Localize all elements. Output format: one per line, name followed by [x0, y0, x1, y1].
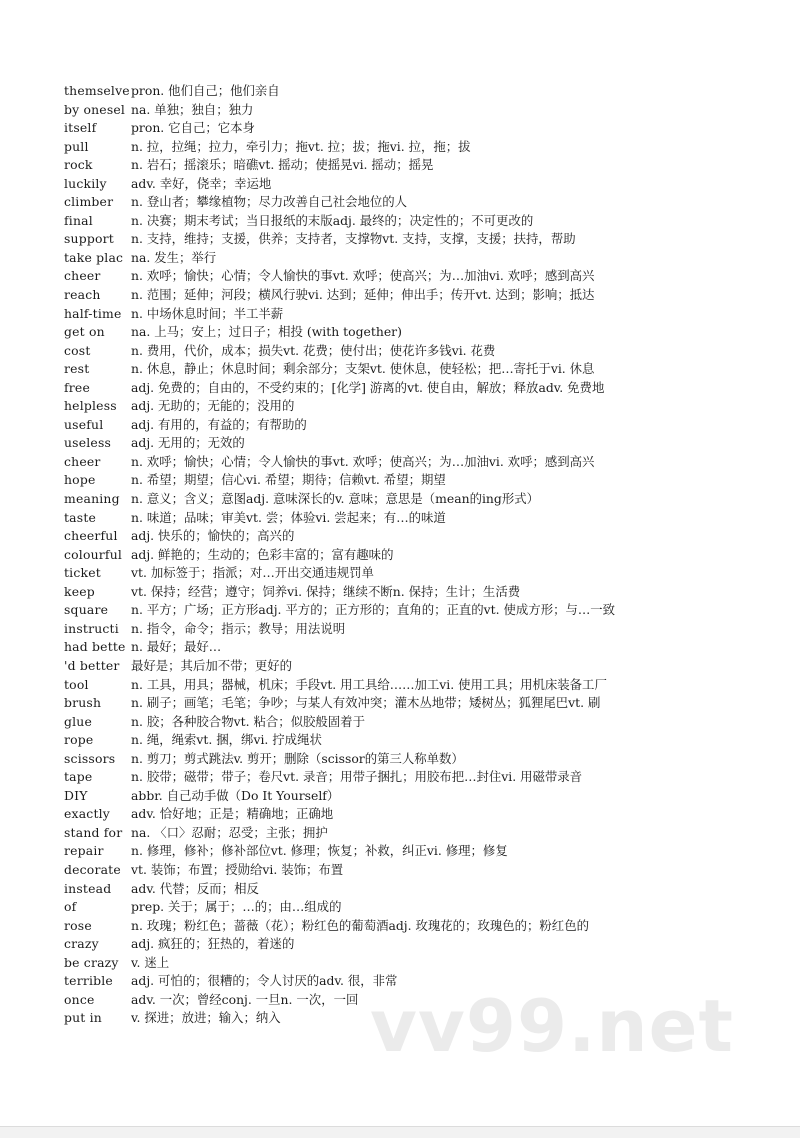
vocab-entry: [64, 360, 672, 379]
vocab-definition: adv. 幸好，侥幸；幸运地: [131, 175, 272, 191]
vocab-definition: na. 上马；安上；过日子；相投 (with together): [131, 324, 402, 340]
vocab-definition: n. 拉，拉绳；拉力，牵引力；拖vt. 拉；拔；拖vi. 拉，拖；拔: [131, 138, 471, 154]
vocab-definition: adj. 无助的；无能的；没用的: [131, 398, 295, 414]
vocab-entry: [64, 638, 672, 657]
vocab-definition: n. 中场休息时间；半工半薪: [131, 305, 284, 321]
vocab-entry: [64, 101, 672, 120]
vocab-word: cheer: [64, 268, 101, 284]
vocab-word: cost: [64, 342, 91, 358]
vocab-word: meaning: [64, 491, 120, 507]
vocab-definition: n. 刷子；画笔；毛笔；争吵；与某人有效冲突；灌木丛地带；矮树丛；狐狸尾巴vt. 刷: [131, 695, 601, 711]
vocab-entry: [64, 119, 672, 138]
vocab-word: rose: [64, 917, 92, 933]
vocab-word: exactly: [64, 806, 110, 822]
vocab-definition: 最好是；其后加不带；更好的: [131, 657, 293, 673]
vocab-definition: n. 绳，绳索vt. 捆，绑vi. 拧成绳状: [131, 732, 322, 748]
vocab-entry: [64, 397, 672, 416]
vocab-definition: pron. 他们自己；他们亲自: [131, 83, 280, 98]
vocab-definition: n. 岩石；摇滚乐；暗礁vt. 摇动；使摇晃vi. 摇动；摇晃: [131, 157, 434, 173]
vocab-definition: n. 剪刀；剪式跳法v. 剪开；删除（scissor的第三人称单数）: [131, 750, 464, 766]
vocab-entry: [64, 267, 672, 286]
vocab-definition: prep. 关于；属于；…的；由…组成的: [131, 899, 342, 915]
vocab-entry: [64, 694, 672, 713]
vocab-definition: vt. 加标签于；指派；对…开出交通违规罚单: [131, 565, 374, 581]
vocab-word: themselve: [64, 83, 130, 98]
vocab-word: reach: [64, 287, 101, 303]
vocab-word: by onesel: [64, 101, 126, 117]
vocab-definition: n. 支持，维持；支援，供养；支持者，支撑物vt. 支持，支撑，支援；扶持，帮助: [131, 231, 576, 247]
vocab-word: useless: [64, 435, 112, 451]
vocab-entry: [64, 379, 672, 398]
vocab-definition: n. 登山者；攀缘植物；尽力改善自己社会地位的人: [131, 194, 408, 210]
vocab-definition: n. 平方；广场；正方形adj. 平方的；正方形的；直角的；正直的vt. 使成方形；与…一致: [131, 602, 616, 618]
vocab-definition: v. 探进；放进；输入；纳入: [131, 1010, 281, 1026]
vocab-entry: [64, 898, 672, 917]
vocab-definition: na. 单独；独自；独力: [131, 101, 254, 117]
vocab-word: terrible: [64, 973, 113, 989]
vocab-definition: n. 决赛；期末考试；当日报纸的末版adj. 最终的；决定性的；不可更改的: [131, 212, 534, 228]
vocab-definition: n. 指令，命令；指示；教导；用法说明: [131, 620, 346, 636]
vocab-definition: vt. 保持；经营；遵守；饲养vi. 保持；继续不断n. 保持；生计；生活费: [131, 583, 521, 599]
vocab-definition: n. 范围；延伸；河段；横风行驶vi. 达到；延伸；伸出手；传开vt. 达到；影响；抵达: [131, 287, 595, 303]
vocab-definition: n. 欢呼；愉快；心情；令人愉快的事vt. 欢呼；使高兴；为…加油vi. 欢呼；感到高兴: [131, 268, 595, 284]
vocab-definition: adv. 一次；曾经conj. 一旦n. 一次，一回: [131, 991, 359, 1007]
vocab-entry: [64, 861, 672, 880]
vocab-definition: adj. 免费的；自由的，不受约束的；[化学] 游离的vt. 使自由，解放；释放adv. 免费地: [131, 379, 605, 395]
vocab-word: rope: [64, 732, 94, 748]
vocab-entry: [64, 175, 672, 194]
vocab-entry: [64, 657, 672, 676]
vocab-entry: [64, 509, 672, 528]
vocab-entry: [64, 564, 672, 583]
vocab-entry: [64, 305, 672, 324]
vocab-definition: adj. 快乐的；愉快的；高兴的: [131, 528, 295, 544]
vocab-word: free: [64, 379, 90, 395]
vocab-entry: [64, 416, 672, 435]
vocab-entry: [64, 787, 672, 806]
vocab-entry: [64, 842, 672, 861]
vocab-word: 'd better: [64, 657, 120, 673]
vocab-word: cheer: [64, 453, 101, 469]
vocab-word: luckily: [64, 175, 107, 191]
vocab-entry: [64, 917, 672, 936]
vocab-definition: n. 意义；含义；意图adj. 意味深长的v. 意味；意思是（mean的ing形式）: [131, 491, 539, 507]
vocab-entry: [64, 824, 672, 843]
vocab-entry: [64, 342, 672, 361]
vocab-definition: n. 修理，修补；修补部位vt. 修理；恢复；补救，纠正vi. 修理；修复: [131, 843, 508, 859]
vocab-definition: n. 胶带；磁带；带子；卷尺vt. 录音；用带子捆扎；用胶布把…封住vi. 用磁带录音: [131, 769, 583, 785]
vocab-word: get on: [64, 324, 105, 340]
vocab-word: stand for: [64, 824, 123, 840]
vocab-entry: [64, 471, 672, 490]
vocab-entry: [64, 935, 672, 954]
vocab-word: brush: [64, 695, 102, 711]
vocab-word: DIY: [64, 787, 88, 803]
vocabulary-list: [64, 82, 672, 1028]
vocab-definition: adj. 有用的，有益的；有帮助的: [131, 416, 307, 432]
vocab-word: decorate: [64, 861, 121, 877]
vocab-word: support: [64, 231, 114, 247]
vocab-word: put in: [64, 1010, 102, 1026]
vocab-definition: adv. 恰好地；正是；精确地；正确地: [131, 806, 334, 822]
vocab-definition: n. 希望；期望；信心vi. 希望；期待；信赖vt. 希望；期望: [131, 472, 446, 488]
vocab-word: half-time: [64, 305, 122, 321]
vocab-entry: [64, 323, 672, 342]
vocab-definition: na. 〈口〉忍耐；忍受；主张；拥护: [131, 824, 328, 840]
vocab-definition: n. 味道；品味；审美vt. 尝；体验vi. 尝起来；有…的味道: [131, 509, 446, 525]
vocab-entry: [64, 286, 672, 305]
vocab-definition: na. 发生；举行: [131, 249, 217, 265]
vocab-entry: [64, 768, 672, 787]
vocab-word: pull: [64, 138, 89, 154]
vocab-definition: vt. 装饰；布置；授勋给vi. 装饰；布置: [131, 861, 344, 877]
vocab-entry: [64, 249, 672, 268]
vocab-word: cheerful: [64, 528, 118, 544]
vocab-entry: [64, 453, 672, 472]
vocab-word: of: [64, 899, 77, 915]
vocab-entry: [64, 880, 672, 899]
vocab-definition: v. 迷上: [131, 954, 170, 970]
vocab-definition: n. 欢呼；愉快；心情；令人愉快的事vt. 欢呼；使高兴；为…加油vi. 欢呼；感到高兴: [131, 453, 595, 469]
watermark: vv99.net: [370, 984, 734, 1068]
vocab-word: once: [64, 991, 95, 1007]
vocab-word: take plac: [64, 249, 124, 265]
vocab-entry: [64, 750, 672, 769]
vocab-word: scissors: [64, 750, 116, 766]
vocab-definition: abbr. 自己动手做（Do It Yourself）: [131, 787, 340, 803]
vocab-word: repair: [64, 843, 104, 859]
vocab-word: helpless: [64, 398, 117, 414]
vocab-entry: [64, 193, 672, 212]
vocab-entry: [64, 954, 672, 973]
vocab-definition: n. 费用，代价，成本；损失vt. 花费；使付出；使花许多钱vi. 花费: [131, 342, 496, 358]
vocab-entry: [64, 82, 672, 101]
vocab-definition: adj. 无用的；无效的: [131, 435, 245, 451]
vocab-entry: [64, 676, 672, 695]
vocab-entry: [64, 527, 672, 546]
vocab-word: ticket: [64, 565, 101, 581]
vocab-entry: [64, 713, 672, 732]
vocab-entry: [64, 434, 672, 453]
vocab-entry: [64, 138, 672, 157]
vocab-word: crazy: [64, 936, 99, 952]
vocab-word: tape: [64, 769, 93, 785]
vocab-definition: n. 工具，用具；器械，机床；手段vt. 用工具给……加工vi. 使用工具；用机床装备工厂: [131, 676, 607, 692]
vocab-definition: adj. 可怕的；很糟的；令人讨厌的adv. 很，非常: [131, 973, 398, 989]
vocab-word: glue: [64, 713, 93, 729]
vocab-definition: n. 最好；最好…: [131, 639, 222, 655]
vocab-word: useful: [64, 416, 104, 432]
vocab-word: be crazy: [64, 954, 119, 970]
vocab-definition: pron. 它自己；它本身: [131, 120, 255, 136]
page-bottom-edge: [0, 1126, 800, 1138]
vocab-entry: [64, 156, 672, 175]
vocab-definition: adj. 疯狂的；狂热的，着迷的: [131, 936, 295, 952]
vocab-entry: [64, 805, 672, 824]
vocab-definition: adj. 鲜艳的；生动的；色彩丰富的；富有趣味的: [131, 546, 394, 562]
vocab-word: instructi: [64, 620, 119, 636]
vocab-word: taste: [64, 509, 97, 525]
vocab-word: rest: [64, 361, 90, 377]
vocab-definition: n. 胶；各种胶合物vt. 粘合；似胶般固着于: [131, 713, 365, 729]
vocab-entry: [64, 490, 672, 509]
vocab-entry: [64, 731, 672, 750]
vocab-definition: n. 休息，静止；休息时间；剩余部分；支架vt. 使休息，使轻松；把…寄托于vi. 休息: [131, 361, 595, 377]
vocab-entry: [64, 212, 672, 231]
vocab-definition: adv. 代替；反而；相反: [131, 880, 259, 896]
vocab-word: instead: [64, 880, 112, 896]
vocab-word: final: [64, 212, 93, 228]
vocab-definition: n. 玫瑰；粉红色；蔷薇（花）；粉红色的葡萄酒adj. 玫瑰花的；玫瑰色的；粉红色的: [131, 917, 589, 933]
vocab-word: colourful: [64, 546, 123, 562]
vocab-entry: [64, 546, 672, 565]
vocab-word: had bette: [64, 639, 126, 655]
vocab-word: itself: [64, 120, 97, 136]
vocab-word: climber: [64, 194, 114, 210]
vocab-word: tool: [64, 676, 89, 692]
vocab-entry: [64, 583, 672, 602]
vocab-entry: [64, 601, 672, 620]
vocab-word: square: [64, 602, 109, 618]
vocab-word: rock: [64, 157, 93, 173]
vocab-entry: [64, 230, 672, 249]
vocab-word: keep: [64, 583, 95, 599]
vocab-word: hope: [64, 472, 96, 488]
vocab-entry: [64, 620, 672, 639]
